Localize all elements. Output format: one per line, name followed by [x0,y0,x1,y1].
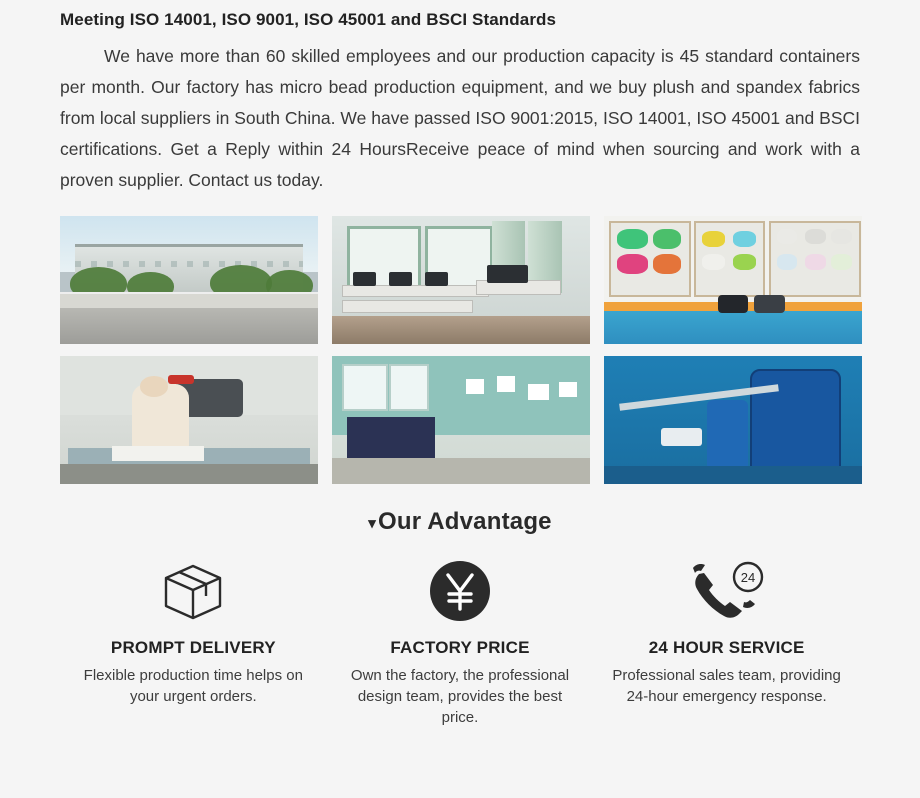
advantage-item-desc: Own the factory, the professional design team, provides the best price. [350,667,570,726]
chevron-down-icon: ▾ [368,514,376,532]
advantage-list [60,558,860,728]
gallery-image-workshop-interior[interactable] [332,356,590,484]
intro-paragraph: We have more than 60 skilled employees and our production capacity is 45 standard containers per month. Our factory has micro bead production equipment, and we buy plush and spandex fabrics from local suppliers in South China. We have passed ISO 9001:2015, ISO 14001, ISO 45001 and BSCI certifications. Get a Reply within 24 HoursReceive peace of mind when sourcing and work with a proven supplier. Contact us today. [60,46,860,190]
phone-24h-icon [609,558,844,624]
photo-gallery [60,216,860,484]
advantage-item-prompt-delivery [60,558,327,728]
box-icon [76,558,311,624]
gallery-image-office-workstations[interactable] [332,216,590,344]
advantage-title [60,508,860,536]
advantage-item-24-hour-service [593,558,860,728]
advantage-item-factory-price [327,558,594,728]
gallery-image-blue-dyeing-machine[interactable] [604,356,862,484]
advantage-item-desc: Professional sales team, providing 24-hour emergency response. [612,667,841,705]
advantage-item-title: PROMPT DELIVERY [110,638,276,657]
gallery-image-product-showroom-shelves[interactable] [604,216,862,344]
advantage-item-title: FACTORY PRICE [390,638,530,657]
gallery-image-worker-operating-cutting-machine[interactable] [60,356,318,484]
gallery-image-factory-building-exterior[interactable] [60,216,318,344]
yen-coin-icon [343,558,578,624]
advantage-title-text: Our Advantage [377,508,552,535]
page-title: Meeting ISO 14001, ISO 9001, ISO 45001 and BSCI Standards [60,10,557,29]
advantage-item-title: 24 HOUR SERVICE [648,638,805,657]
advantage-item-desc: Flexible production time helps on your urgent orders. [83,667,303,705]
badge-24-label: 24 [740,570,755,585]
